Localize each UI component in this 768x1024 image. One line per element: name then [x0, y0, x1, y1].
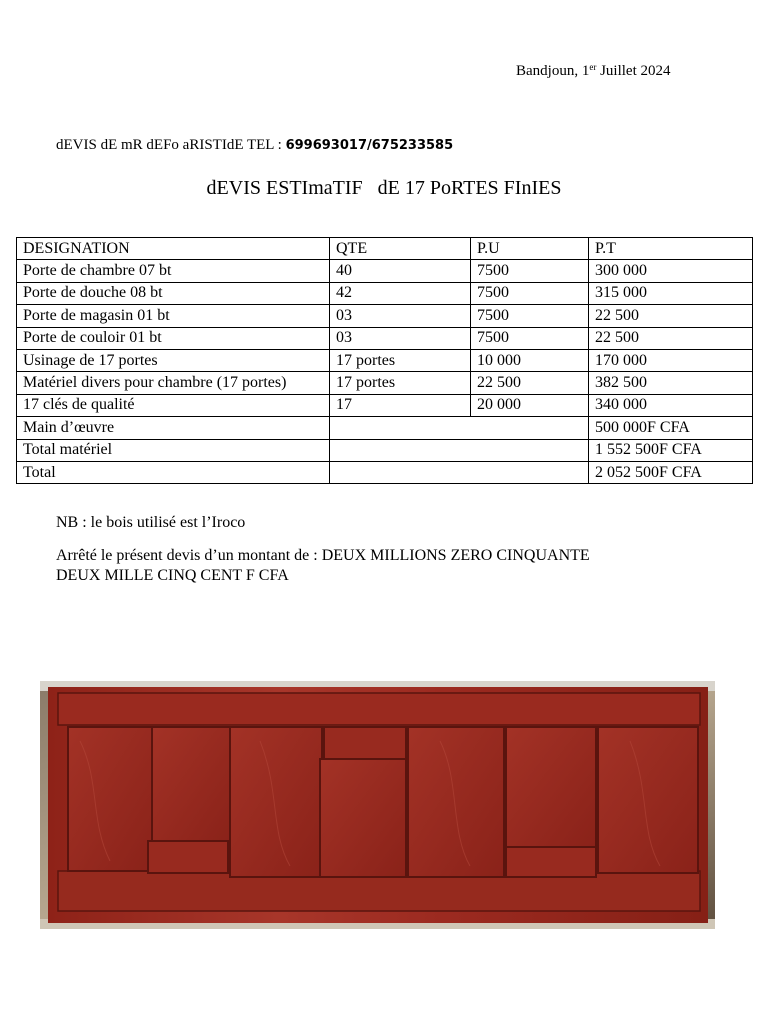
cell-pu: 7500 — [471, 260, 589, 282]
cell-total-value: 2 052 500F CFA — [589, 461, 753, 483]
header-pu: P.U — [471, 238, 589, 260]
cell-qte: 03 — [330, 327, 471, 349]
wood-note: NB : le bois utilisé est l’Iroco — [56, 514, 246, 531]
amount-in-words — [56, 546, 590, 586]
door-photo — [40, 681, 715, 929]
cell-total-value: 500 000F CFA — [589, 417, 753, 439]
cell-pt: 22 500 — [589, 305, 753, 327]
door-illustration — [40, 681, 715, 929]
cell-total-value: 1 552 500F CFA — [589, 439, 753, 461]
cell-qte: 17 — [330, 394, 471, 416]
table-row — [17, 327, 753, 349]
cell-pt: 340 000 — [589, 394, 753, 416]
document-title: dEVIS ESTImaTIF dE 17 PoRTES FInIES — [206, 177, 562, 199]
cell-pt: 382 500 — [589, 372, 753, 394]
cell-pt: 22 500 — [589, 327, 753, 349]
cell-pt: 315 000 — [589, 282, 753, 304]
table-header-row — [17, 238, 753, 260]
cell-total-label: Total matériel — [17, 439, 330, 461]
cell-pu: 7500 — [471, 305, 589, 327]
cell-qte: 17 portes — [330, 372, 471, 394]
cell-total-label: Main d’œuvre — [17, 417, 330, 439]
header-pt: P.T — [589, 238, 753, 260]
cell-designation: Porte de chambre 07 bt — [17, 260, 330, 282]
amount-line-1: Arrêté le présent devis d’un montant de : DEUX MILLIONS ZERO CINQUANTE — [56, 547, 590, 564]
cell-total-label: Total — [17, 461, 330, 483]
table-row — [17, 260, 753, 282]
cell-qte: 42 — [330, 282, 471, 304]
author-label: dEVIS dE mR dEFo aRISTIdE TEL : — [56, 137, 286, 153]
cell-pt: 300 000 — [589, 260, 753, 282]
table-row — [17, 349, 753, 371]
document-date: Bandjoun, 1er Juillet 2024 — [516, 62, 671, 79]
cell-qte: 40 — [330, 260, 471, 282]
cell-designation: 17 clés de qualité — [17, 394, 330, 416]
table-row — [17, 394, 753, 416]
quote-author-line — [56, 137, 453, 154]
cell-qte: 17 portes — [330, 349, 471, 371]
table-row — [17, 282, 753, 304]
cell-pu: 20 000 — [471, 394, 589, 416]
phone-number: 699693017/675233585 — [285, 138, 454, 153]
cell-empty — [330, 439, 589, 461]
cell-pu: 7500 — [471, 282, 589, 304]
cell-pu: 10 000 — [471, 349, 589, 371]
table-row — [17, 305, 753, 327]
table-row — [17, 372, 753, 394]
quote-table — [16, 237, 753, 484]
cell-qte: 03 — [330, 305, 471, 327]
header-designation: DESIGNATION — [17, 238, 330, 260]
header-qte: QTE — [330, 238, 471, 260]
cell-empty — [330, 417, 589, 439]
cell-designation: Porte de douche 08 bt — [17, 282, 330, 304]
cell-designation: Usinage de 17 portes — [17, 349, 330, 371]
cell-designation: Matériel divers pour chambre (17 portes) — [17, 372, 330, 394]
total-row — [17, 439, 753, 461]
total-row — [17, 461, 753, 483]
cell-designation: Porte de magasin 01 bt — [17, 305, 330, 327]
amount-line-2: DEUX MILLE CINQ CENT F CFA — [56, 567, 289, 584]
cell-pu: 22 500 — [471, 372, 589, 394]
cell-pu: 7500 — [471, 327, 589, 349]
total-row — [17, 417, 753, 439]
cell-pt: 170 000 — [589, 349, 753, 371]
cell-designation: Porte de couloir 01 bt — [17, 327, 330, 349]
cell-empty — [330, 461, 589, 483]
